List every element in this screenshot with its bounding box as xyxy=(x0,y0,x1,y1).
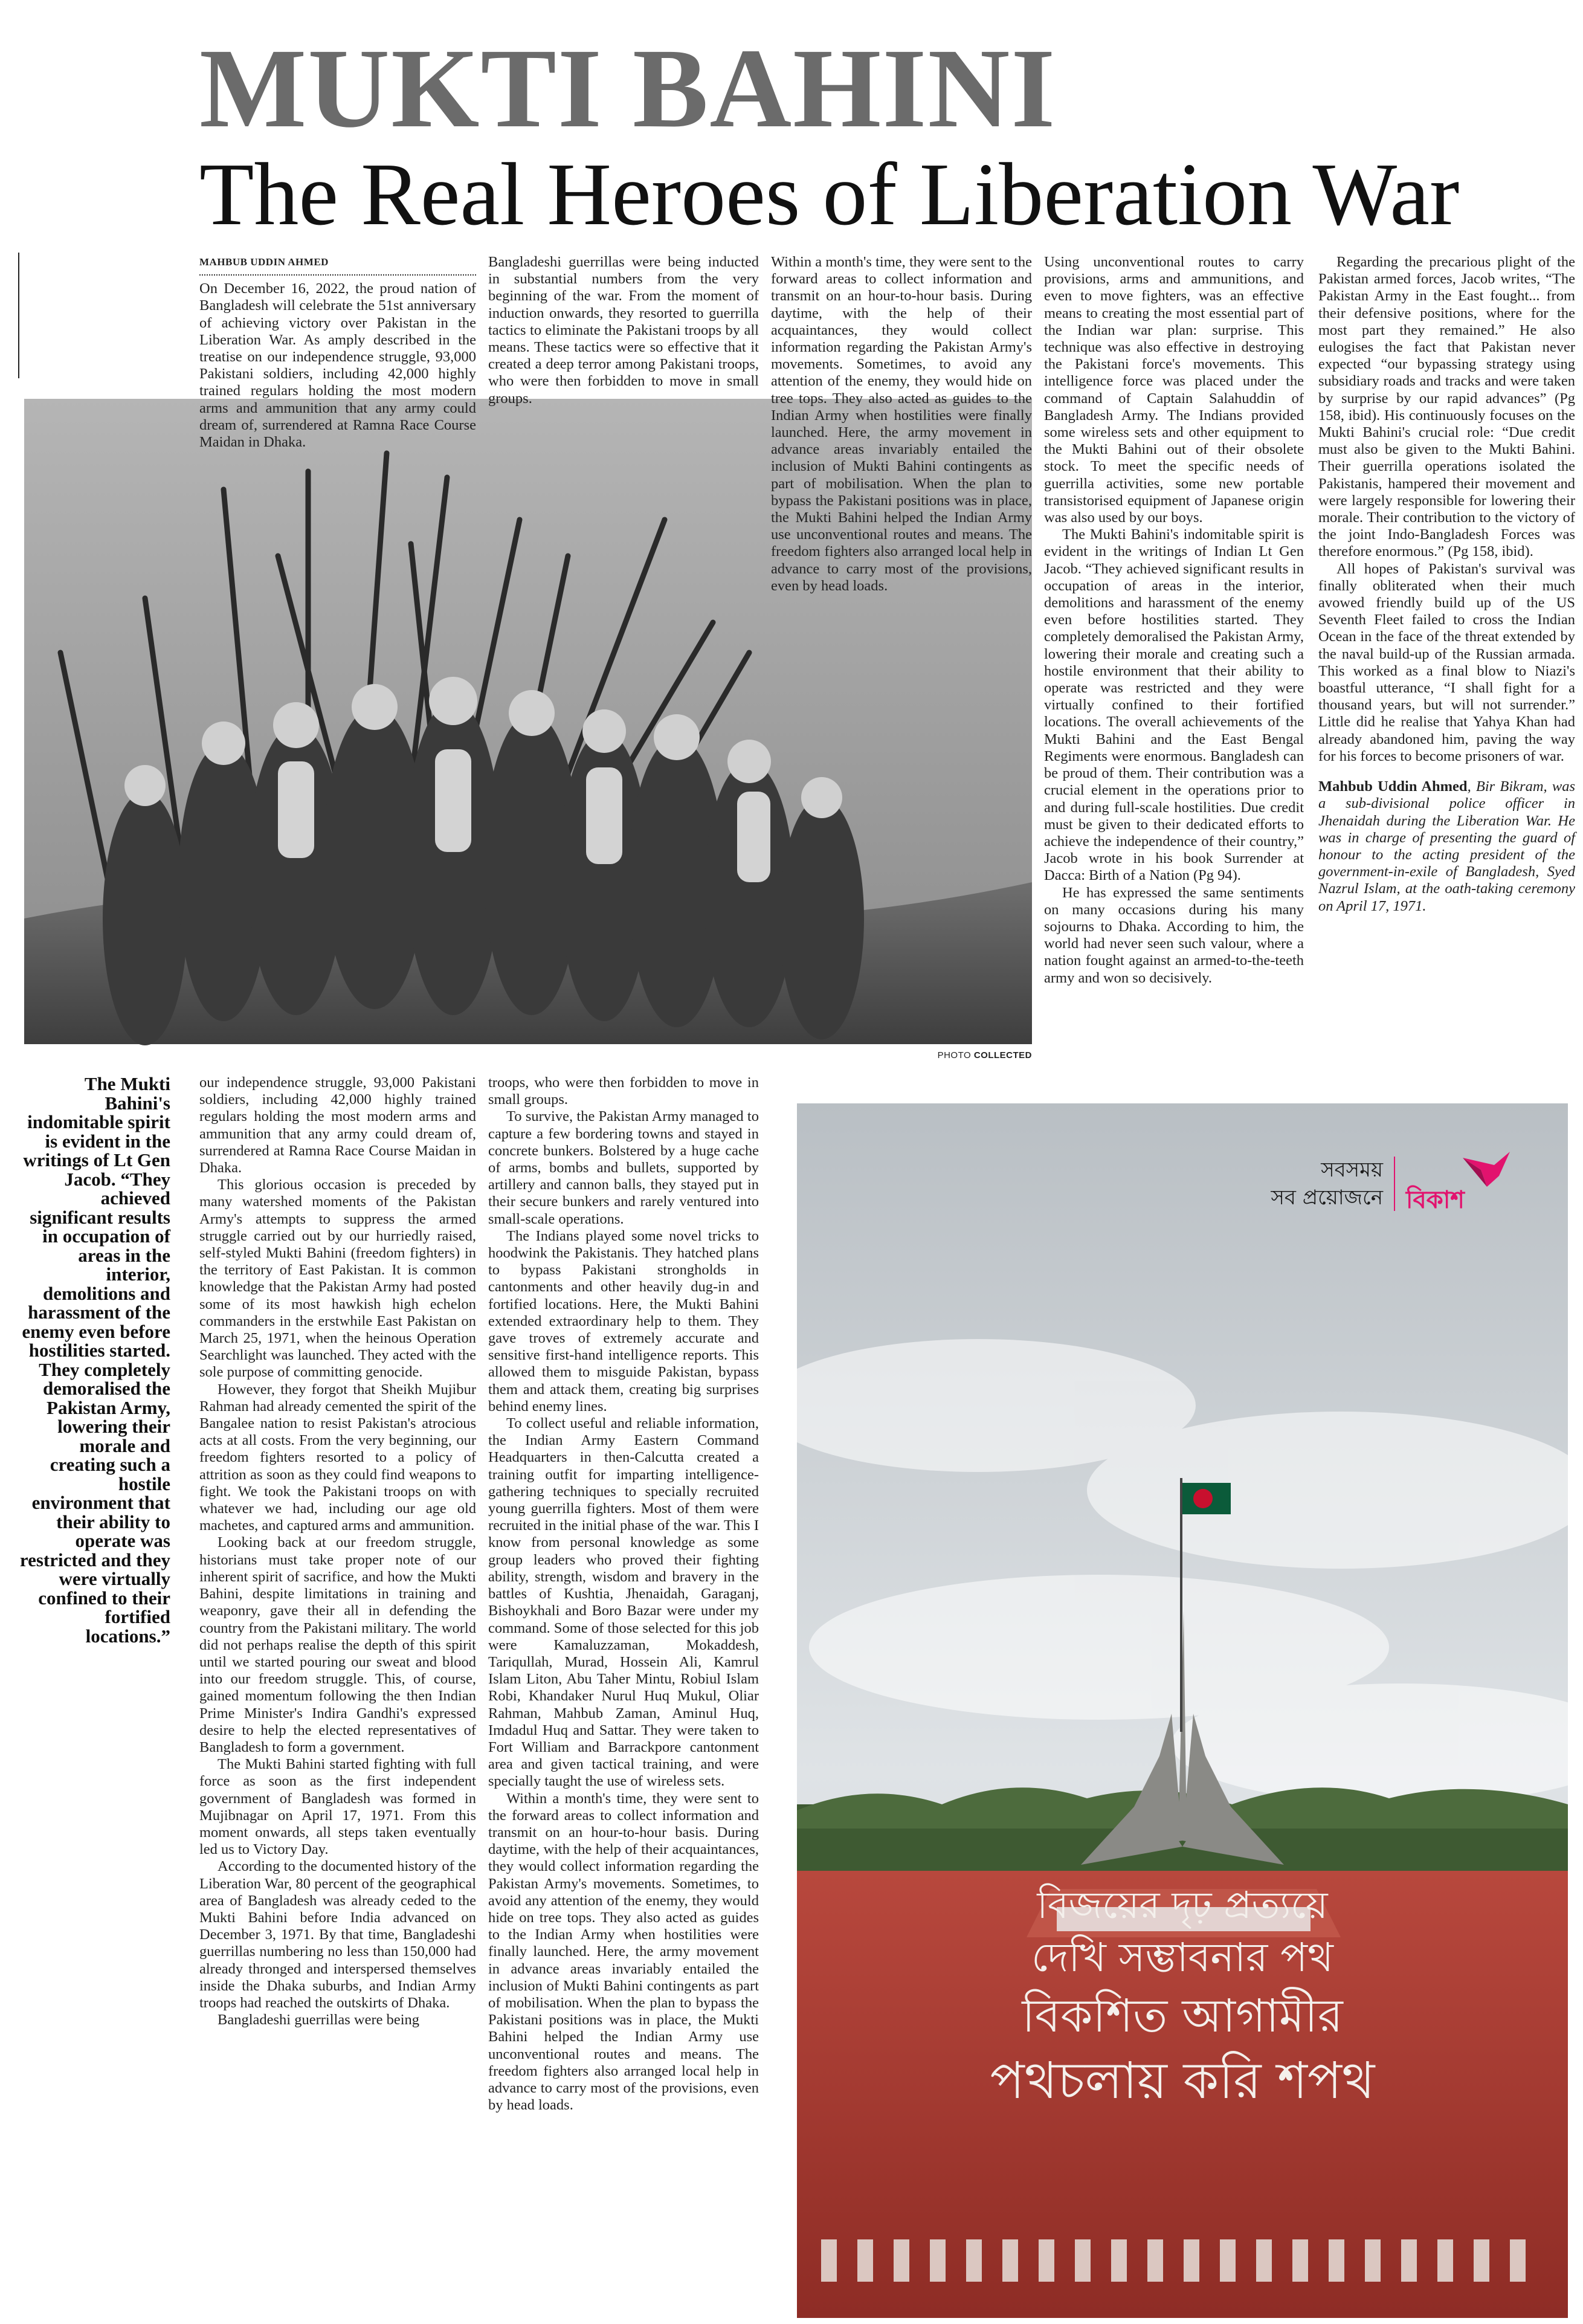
photo-credit-source: COLLECTED xyxy=(973,1050,1032,1060)
ad-slogan-line-3: বিকশিত আগামীর xyxy=(1022,1989,1343,2042)
ad-slogan xyxy=(845,1880,1520,2114)
ad-slogan-line-2: দেখি সম্ভাবনার পথ xyxy=(1031,1934,1333,1981)
paragraph-guerrillas-inducted-start: Bangladeshi guerrillas were being xyxy=(218,2012,420,2029)
paragraph-glorious-occasion: This glorious occasion is preceded by many watershed moments of the Pakistan Army's attempts to suppress the armed struggle carried out by our hurriedly raised, self-styled Mukti Bahini (freedom fighters) in the territory of East Pakistan. It is common knowledge that the Pakistan Army had posted some of its most hawkish high echelon commanders in the erstwhile East Pakistan on March 25, 1971, when the heinous Operation Searchlight was launched. They acted with the sole purpose of committing genocide. xyxy=(199,1177,476,1381)
paragraph-small-groups: troops, who were then forbidden to move in small groups. xyxy=(488,1074,759,1108)
ad-tagline-line-2: সব প্রয়োজনে xyxy=(1271,1186,1383,1210)
byline: MAHBUB UDDIN AHMED xyxy=(199,254,476,276)
paragraph-sentiments: He has expressed the same sentiments on many occasions during his many sojourns to Dhaka. According to him, the world had never seen such valour, where a nation fought against an armed-to-the-teeth army and won so decisively. xyxy=(1044,884,1304,986)
memorial-ad-illustration xyxy=(797,1103,1568,2318)
article-column-4 xyxy=(1044,254,1304,1071)
paragraph-precarious-plight: Regarding the precarious plight of the Pakistan armed forces, Jacob writes, “The Pakistan Army in the East fought... from their defensive positions, where for the most part they remained.” He also eulogises the fact that Pakistan never expected “our bypassing strategy using subsidiary roads and tracks and were taken by surprise by our rapid advances” (Pg 158, ibid). His continuously focuses on the Mukti Bahini's crucial role: “Due credit must also be given to the Mukti Bahini. Their guerrilla operations isolated the Pakistanis, hampered their movement and were largely responsible for lowering their morale. Their contribution to the victory of the joint Indo-Bangladesh Forces was therefore enormous.” (Pg 158, ibid). xyxy=(1318,254,1575,560)
paragraph-mujibnagar: The Mukti Bahini started fighting with full force as soon as the first independent government of Bangladesh was formed in Mujibnagar on April 17, 1971. From this moment onwards, all steps taken eventually led us to Victory Day. xyxy=(199,1756,476,1858)
bkash-wordmark: বিকাশ xyxy=(1406,1186,1465,1214)
logo-divider xyxy=(1394,1157,1395,1211)
section-kicker: MUKTI BAHINI xyxy=(199,25,1057,151)
photo-credit-prefix: PHOTO xyxy=(937,1050,972,1060)
paragraph-surrender-continued: our independence struggle, 93,000 Pakistani soldiers, including 42,000 highly trained regulars holding the most modern arms and ammunition that any army could dream of, surrendered at Ramna Race Course Maidan in Dhaka. xyxy=(199,1074,476,1177)
paragraph-head-loads: Within a month's time, they were sent to the forward areas to collect information and transmit on an hour-to-hour basis. During daytime, with the help of their acquaintances, they would collect information regarding the Pakistan Army's movements. Sometimes, to avoid any attention of the enemy, they would hide on tree tops. They also acted as guides to the Indian Army when hostilities were finally launched. Here, the army movement in advance areas invariably entailed the inclusion of Mukti Bahini contingents as part of mobilisation. When the plan to bypass the Pakistani positions was in place, the Mukti Bahini helped the Indian Army use unconventional routes and means. The freedom fighters also arranged local help in advance to carry most of the provisions, even by head loads. xyxy=(771,254,1032,594)
article-column-2-lower xyxy=(488,1074,759,2318)
column-rule xyxy=(18,253,19,378)
pull-quote: The Mukti Bahini's indomitable spirit is evident in the writings of Lt Gen Jacob. “They achieved significant results in occupation of areas in the interior, demolitions and harassment of the enemy even before hostilities started. They completely demoralised the Pakistan Army, lowering their morale and creating such a hostile environment that their ability to operate was restricted and they were virtually confined to their fortified locations.” xyxy=(19,1073,170,1647)
photo-credit xyxy=(938,1050,1032,1060)
paragraph-looking-back: Looking back at our freedom struggle, historians must take proper note of our inherent spirit of sacrifice, and how the Mukti Bahini, despite limitations in training and weaponry, gave their all in defending the country from the Pakistani military. The world did not perhaps realise the depth of this spirit until we started pouring our sweat and blood into our freedom struggle. This, of course, gained momentum following the then Indian Prime Minister's Indira Gandhi's expressed desire to help the elected representatives of Bangladesh to form a government. xyxy=(199,1534,476,1755)
paragraph-intro: On December 16, 2022, the proud nation of Bangladesh will celebrate the 51st anniversary of achieving victory over Pakistan in the Liberation War. As amply described in the treatise on our independence struggle, 93,000 Pakistani soldiers, including 42,000 highly trained regulars holding the most modern arms and ammunition that any army could dream of, surrendered at Ramna Race Course Maidan in Dhaka. xyxy=(199,280,476,451)
bkash-logo xyxy=(1256,1152,1534,1218)
paragraph-novel-tricks: The Indians played some novel tricks to hoodwink the Pakistanis. They hatched plans to bypass Pakistani strongholds in cantonments and other heavily dug-in and fortified locations. Here, the Mukti Bahini extended extraordinary help to them. They gave troves of extremely accurate and sensitive first-hand intelligence reports. This allowed them to misguide Pakistan, bypass them and attack them, creating big surprises behind enemy lines. xyxy=(488,1227,759,1415)
paragraph-mujib-spirit: However, they forgot that Sheikh Mujibur Rahman had already cemented the spirit of the Bangalee nation to resist Pakistan's atrocious acts at all costs. From the very beginning, our freedom fighters resorted to a policy of attrition as soon as they could find weapons to fight. We took the Pakistani troops on with whatever we had, including our age old machetes, and captured arms and ammunition. xyxy=(199,1381,476,1534)
paragraph-guerrillas-inducted: Bangladeshi guerrillas were being inducted in substantial numbers from the very beginning of the war. From the moment of induction onwards, they resorted to guerrilla tactics to eliminate the Pakistani troops by all means. These tactics were so effective that it created a deep terror among Pakistani troops, who were then forbidden to move in small groups. xyxy=(488,254,759,407)
paragraph-jacob-quote: The Mukti Bahini's indomitable spirit is evident in the writings of Indian Lt Gen Jacob. “They achieved significant results in occupation of areas in the interior, demolitions and harassment of the enemy even before hostilities started. They completely demoralised the Pakistan Army, lowering their morale and creating such a hostile environment that their ability to operate was restricted and they were virtually confined to their fortified locations. The overall achievements of the Mukti Bahini and the East Bengal Regiments were enormous. Bangladesh can be proud of them. Their contribution was a crucial element in the operations prior to and during full-scale hostilities. Due credit must be given to their dedicated efforts to achieve the independence of their country,” Jacob wrote in his book Surrender at Dacca: Birth of a Nation (Pg 94). xyxy=(1044,526,1304,884)
article-column-3-top xyxy=(771,254,1032,594)
paragraph-intelligence-training: To collect useful and reliable information, the Indian Army Eastern Command Headquarters in then-Calcutta created a training outfit for imparting intelligence-gathering techniques to specially recruited young guerrilla fighters. Most of them were recruited in the initial phase of the war. This I know from personal knowledge as some group leaders who proved their fighting ability, strength, wisdom and bravery in the battles of Kushtia, Jhenaidah, Garaganj, Bishoykhali and Boro Bazar were under my command. Some of those selected for this job were Kamaluzzaman, Mokaddesh, Tariqullah, Murad, Hossein Ali, Kamrul Islam Liton, Abu Taher Mintu, Robiul Islam Robi, Khandaker Nurul Huq Mukul, Oliar Rahman, Mahbub Zaman, Aminul Huq, Imdadul Huq and Sattar. They were taken to Fort William and Barrackpore cantonment area and given tactical training, and were specially taught the use of wireless sets. xyxy=(488,1415,759,1790)
article-column-5 xyxy=(1318,254,1575,1071)
author-bio-text: , Bir Bikram, was a sub-divisional police officer in Jhenaidah during the Liberation War. He was in charge of presenting the guard of honour to the acting president of the government-in-exile of Bangladesh, Syed Nazrul Islam, at the oath-taking ceremony on April 17, 1971. xyxy=(1318,778,1575,914)
author-bio xyxy=(1318,778,1575,915)
paragraph-within-month: Within a month's time, they were sent to the forward areas to collect information and transmit on an hour-to-hour basis. During daytime, with the help of their acquaintances, they would collect information regarding the Pakistan Army's movements. Sometimes, to avoid any attention of the enemy, they would hide on tree tops. They also acted as guides to the Indian Army when hostilities were finally launched. Here, the army movement in advance areas invariably entailed the inclusion of Mukti Bahini contingents as part of mobilisation. When the plan to bypass the Pakistani positions was in place, the Mukti Bahini helped the Indian Army use unconventional routes and means. The freedom fighters also arranged local help in advance to carry most of the provisions, even by head loads. xyxy=(488,1790,759,2114)
article-column-1-lower xyxy=(199,1074,476,2318)
paragraph-to-survive: To survive, the Pakistan Army managed to capture a few bordering towns and stayed in concrete bunkers. Bolstered by a huge cache of arms, bombs and bullets, supported by artillery and cannon balls, they stayed put in their secure bunkers and rarely ventured into small-scale operations. xyxy=(488,1108,759,1227)
bkash-bird-icon xyxy=(1463,1152,1511,1188)
author-bio-name: Mahbub Uddin Ahmed xyxy=(1318,778,1468,795)
paragraph-documented-history: According to the documented history of the Liberation War, 80 percent of the geographical area of Bangladesh was already ceded to the Mukti Bahini before India advanced on December 3, 1971. By that time, Bangladeshi guerrillas numbering no less than 150,000 had already thronged and interspersed themselves inside the Dhaka suburbs, and Indian Army troops had reached the outskirts of Dhaka. xyxy=(199,1858,476,2011)
ad-slogan-line-4: পথচলায় করি শপথ xyxy=(990,2051,1375,2110)
article-column-2-top xyxy=(488,254,759,407)
paragraph-unconventional-routes: Using unconventional routes to carry provisions, arms and ammunitions, and even to move fighters, was an effective means to creating the most essential part of the Indian war plan: surprise. This technique was also effective in destroying the Pakistani force's movements. This intelligence force was placed under the command of Captain Salahuddin of Bangladesh Army. The Indians provided some wireless sets and other equipment to the Mukti Bahini out of their obsolete stock. To meet the specific needs of guerrilla activities, some new portable transistorised equipment of Japanese origin was also used by our boys. xyxy=(1044,254,1304,526)
paragraph-hopes-obliterated: All hopes of Pakistan's survival was finally obliterated when their much avowed friendly build up of the US Seventh Fleet failed to cross the Indian Ocean in the face of the threat extended by the naval build-up of the Russian armada. This worked as a final blow to Niazi's boastful utterance, “I shall fight for a thousand years, but will not surrender.” Little did he realise that Yahya Khan had already abandoned him, paving the way for his forces to become prisoners of war. xyxy=(1318,560,1575,764)
ad-tagline-line-1: সবসময় xyxy=(1321,1158,1383,1182)
article-column-1-top xyxy=(199,254,476,451)
headline: The Real Heroes of Liberation War xyxy=(199,145,1460,244)
ad-slogan-line-1: বিজয়ের দৃঢ় প্রত্যয়ে xyxy=(1037,1883,1328,1927)
bkash-advertisement[interactable] xyxy=(797,1103,1568,2318)
